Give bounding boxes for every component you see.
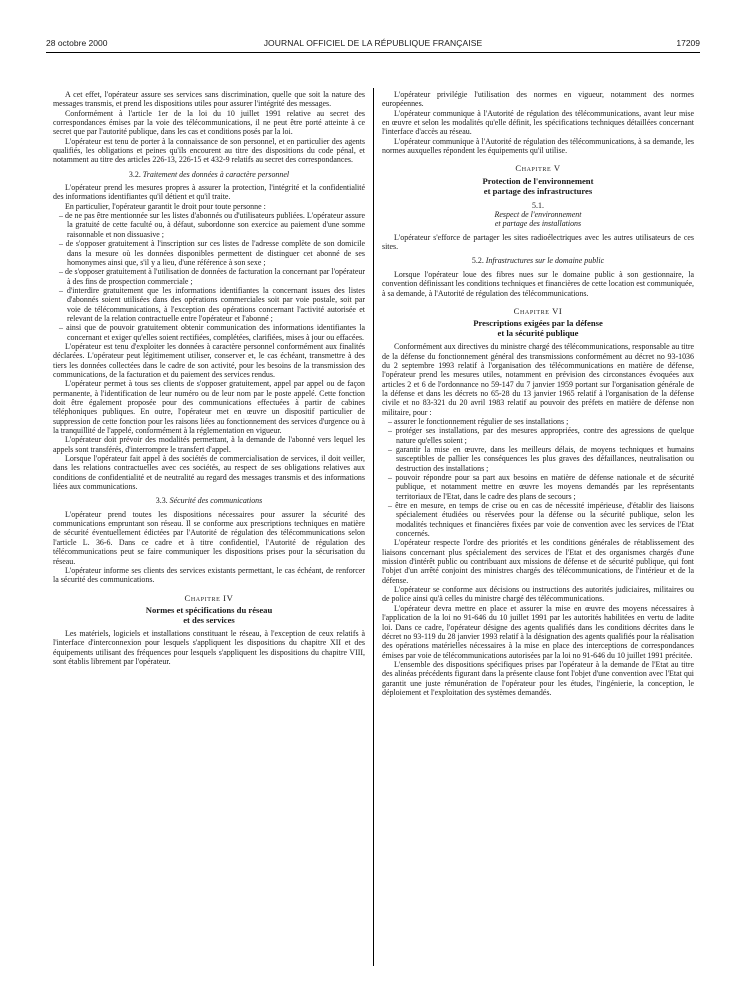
header-rule — [46, 52, 700, 53]
section-number: 5.1. — [532, 200, 544, 210]
section-title: Traitement des données à caractère personnel — [142, 169, 290, 179]
paragraph: L'ensemble des dispositions spécifiques prises par l'opérateur à la demande de l'Etat au titre des alinéas précédents figurant dans la présente clause font l'objet d'une convention avec l'Etat qui garantit une juste rémunération de l'opérateur pour les études, l'ingénierie, la conception, le déploiement et l'exploitation des systèmes demandés. — [382, 659, 694, 697]
list-item: – de s'opposer gratuitement à l'inscription sur ces listes de l'adresse complète de son domicile dans la mesure où les données disponibles permettent de distinguer cet abonné de ses homonymes ainsi que, s'il y a lieu, d'une référence à son sexe ; — [59, 239, 365, 267]
paragraph: En particulier, l'opérateur garantit le droit pour toute personne : — [65, 201, 266, 211]
paragraph: L'opérateur informe ses clients des services existants permettant, le cas échéant, de renforcer la sécurité des communications. — [53, 565, 365, 585]
paragraph: L'opérateur communique à l'Autorité de régulation des télécommunications, avant leur mise en œuvre et selon les modalités qu'elle définit, les spécifications techniques détaillées concernant l'interface d'accès au réseau. — [382, 108, 694, 137]
chapter-heading-v: Chapitre V — [515, 163, 561, 174]
chapter-heading-vi: Chapitre VI — [513, 305, 563, 316]
paragraph: L'opérateur s'efforce de partager les sites radioélectriques avec les autres utilisateurs de ces sites. — [382, 232, 694, 252]
paragraph: L'opérateur communique à l'Autorité de régulation des télécommunications, à sa demande, les normes auxquelles répondent les équipements qu'il utilise. — [382, 136, 694, 156]
section-title-line: et partage des installations — [494, 219, 582, 229]
paragraph: Lorsque l'opérateur fait appel à des sociétés de commercialisation de services, il doit veiller, dans les relations contractuelles avec ces sociétés, au respect de ses obligations relatives aux conditions de confidentialité et de neutralité au regard des messages transmis et des informations liées aux communications. — [53, 454, 365, 492]
paragraph: L'opérateur doit prévoir des modalités permettant, à la demande de l'abonné vers lequel les appels sont transférés, d'interrompre le transfert d'appel. — [53, 435, 365, 454]
paragraph: L'opérateur devra mettre en place et assurer la mise en œuvre des moyens nécessaires à l'application de la loi no 91-646 du 10 juillet 1991 par les autorités habilitées en vertu de ladite loi. Dans ce cadre, l'opérateur désigne des agents qualifiés dans les conditions décrites dans le décret no 93-119 du 28 janvier 1993 relatif à la désignation des agents qualifiés pour la réalisation des opérations matérielles nécessaires à la mise en place des interceptions de correspondances émises par voie de télécommunications autorisées par la loi no 91-646 du 10 juillet 1991 précitée. — [382, 603, 694, 660]
section-heading-5-1 — [382, 201, 694, 229]
chapter-heading-iv: Chapitre IV — [184, 592, 234, 603]
chapter-title-v — [382, 176, 694, 196]
section-title: Infrastructures sur le domaine public — [485, 256, 605, 266]
left-column — [53, 90, 365, 666]
paragraph: L'opérateur respecte l'ordre des priorités et les conditions générales de rétablissement des liaisons concernant plus spécialement des services de l'Etat et des organismes chargés d'une mission d'intérêt public ou contribuant aux missions de défense et de sécurité publique, qui font l'objet d'un arrêté conjoint des ministres chargés des télécommunications, de l'intérieur et de la défense. — [382, 538, 694, 585]
paragraph: L'opérateur permet à tous ses clients de s'opposer gratuitement, appel par appel ou de façon permanente, à l'identification de leur numéro ou de leur nom par le poste appelé. Cette fonction doit être également proposée pour des communications effectuées à partir de cabines téléphoniques publiques. En outre, l'opérateur met en œuvre un dispositif particulier de suppression de cette fonction pour les raisons liées au fonctionnement des services d'urgence ou à la tranquillité de l'appelé, conformément à la réglementation en vigueur. — [53, 379, 365, 436]
section-heading-5-2 — [382, 256, 694, 265]
chapter-title-line: et des services — [183, 614, 235, 625]
list-item: – d'interdire gratuitement que les informations identifiantes la concernant issues des listes d'abonnés soient utilisées dans des opérations commerciales soit par voie postale, soit par voie de télécommunications, à l'exception des opérations concernant l'activité autorisée et relevant de la relation contractuelle entre l'opérateur et l'abonné ; — [59, 285, 365, 323]
chapter-title-line: et la sécurité publique — [497, 328, 579, 339]
list-item: – protéger ses installations, par des mesures appropriées, contre des agressions de quelque nature qu'elles soient ; — [388, 426, 694, 445]
header-date: 28 octobre 2000 — [46, 38, 108, 48]
paragraph: Conformément à l'article 1er de la loi du 10 juillet 1991 relative au secret des correspondances émises par la voie des télécommunications, il ne peut être porté atteinte à ce secret que par l'autorité publique, dans les cas et conditions posés par la loi. — [53, 108, 365, 137]
chapter-title-line: Prescriptions exigées par la défense — [473, 318, 603, 329]
right-column — [382, 90, 694, 697]
section-number: 3.3. — [155, 496, 168, 506]
section-title: Respect de l'environnement — [494, 210, 582, 220]
chapter-title-line: Protection de l'environnement — [482, 175, 594, 186]
list-item: – de ne pas être mentionnée sur les listes d'abonnés ou d'utilisateurs publiées. L'opérateur assure la gratuité de cette faculté ou, à défaut, subordonne son exercice au paiement d'une somme raisonnable et non dissuasive ; — [59, 211, 365, 239]
chapter-title-iv — [53, 605, 365, 625]
paragraph: Les matériels, logiciels et installations constituant le réseau, à l'exception de ceux relatifs à l'interface d'interconnexion pour lesquels s'appliquent les dispositions du chapitre XII et des équipements utilisant des fréquences pour lesquels s'appliquent les dispositions du chapitre VIII, sont établis librement par l'opérateur. — [53, 628, 365, 666]
paragraph: L'opérateur se conforme aux décisions ou instructions des autorités judiciaires, militaires ou de police ainsi qu'à celles du ministre chargé des télécommunications. — [382, 585, 694, 604]
section-heading-3-3 — [53, 496, 365, 505]
header-page-number: 17209 — [676, 38, 700, 48]
paragraph: Conformément aux directives du ministre chargé des télécommunications, responsable au titre de la défense du fonctionnement général des transmissions conformément au décret no 93-1036 du 2 septembre 1993 relatif à l'organisation des télécommunications en matière de défense, l'opérateur prend les mesures utiles, notamment en prévision des circonstances évoquées aux articles 2 et 6 de l'ordonnance no 59-147 du 7 janvier 1959 portant sur l'organisation générale de la défense et dans les décrets no 65-28 du 13 janvier 1965 relatif à l'organisation de la défense civile et no 83-321 du 20 avril 1983 relatif au pouvoir des préfets en matière de défense non militaire, pour : — [382, 342, 694, 417]
list-item: – garantir la mise en œuvre, dans les meilleurs délais, de moyens techniques et humains susceptibles de pallier les conséquences les plus graves des défaillances, neutralisation ou destruction des installations ; — [388, 444, 694, 473]
list-item: – de s'opposer gratuitement à l'utilisation de données de facturation la concernant par l'opérateur à des fins de prospection commerciale ; — [59, 267, 365, 286]
paragraph: A cet effet, l'opérateur assure ses services sans discrimination, quelle que soit la nature des messages transmis, et prend les dispositions utiles pour assurer l'intégrité des messages. — [53, 90, 365, 109]
header-journal-title: JOURNAL OFFICIEL DE LA RÉPUBLIQUE FRANÇAISE — [263, 38, 483, 48]
paragraph: Lorsque l'opérateur loue des fibres nues sur le domaine public à son gestionnaire, la convention définissant les conditions techniques et financières de cette location est communiquée, à sa demande, à l'Autorité de régulation des télécommunications. — [382, 269, 694, 298]
section-number: 3.2. — [128, 169, 141, 179]
list-item: – ainsi que de pouvoir gratuitement obtenir communication des informations identifiantes la concernant et exiger qu'elles soient rectifiées, complétées, clarifiées, mises à jour ou effacées. — [59, 323, 365, 342]
chapter-title-vi — [382, 318, 694, 338]
section-number: 5.2. — [471, 256, 484, 266]
page-header — [46, 38, 700, 52]
paragraph: L'opérateur prend toutes les dispositions nécessaires pour assurer la sécurité des communications empruntant son réseau. Il se conforme aux prescriptions techniques en matière de sécurité éventuellement édictées par l'Autorité de régulation des télécommunications selon l'article L. 36-6. Dans ce cadre et à titre confidentiel, l'Autorité de régulation des télécommunications peut se faire communiquer les dispositions prises pour la sécurisation du réseau. — [53, 509, 365, 566]
paragraph: L'opérateur est tenu de porter à la connaissance de son personnel, et en particulier des agents qualifiés, les obligations et peines qu'ils encourent au titre des dispositions du code pénal, et notamment au titre des articles 226-13, 226-15 et 432-9 relatifs au secret des correspondances. — [53, 136, 365, 165]
paragraph: L'opérateur privilégie l'utilisation des normes en vigueur, notamment des normes européennes. — [382, 90, 694, 109]
column-divider — [373, 88, 374, 966]
section-title: Sécurité des communications — [169, 496, 263, 506]
list-item: – être en mesure, en temps de crise ou en cas de nécessité impérieuse, d'établir des liaisons spécialement étudiées ou réservées pour la défense ou la sécurité publique, selon les modalités techniques et financières fixées par voie de convention avec les services de l'Etat concernés. — [388, 501, 694, 539]
list-item: – pouvoir répondre pour sa part aux besoins en matière de défense nationale et de sécurité publique, et notamment mettre en œuvre les moyens demandés par les représentants territoriaux de l'Etat, dans le cadre des plans de secours ; — [388, 473, 694, 501]
chapter-title-line: Normes et spécifications du réseau — [145, 604, 273, 615]
paragraph: L'opérateur est tenu d'exploiter les données à caractère personnel conformément aux finalités déclarées. L'opérateur peut légitimement utiliser, conserver et, le cas échéant, transmettre à des tiers les données collectées dans le cadre de son activité, pour les besoins de la transmission des communications, de la facturation et du paiement des services rendus. — [53, 341, 365, 379]
list-item: – assurer le fonctionnement régulier de ses installations ; — [388, 416, 569, 426]
chapter-title-line: et partage des infrastructures — [483, 185, 593, 196]
paragraph: L'opérateur prend les mesures propres à assurer la protection, l'intégrité et la confidentialité des informations identifiantes qu'il détient et qu'il traite. — [53, 183, 365, 202]
section-heading-3-2 — [53, 170, 365, 179]
